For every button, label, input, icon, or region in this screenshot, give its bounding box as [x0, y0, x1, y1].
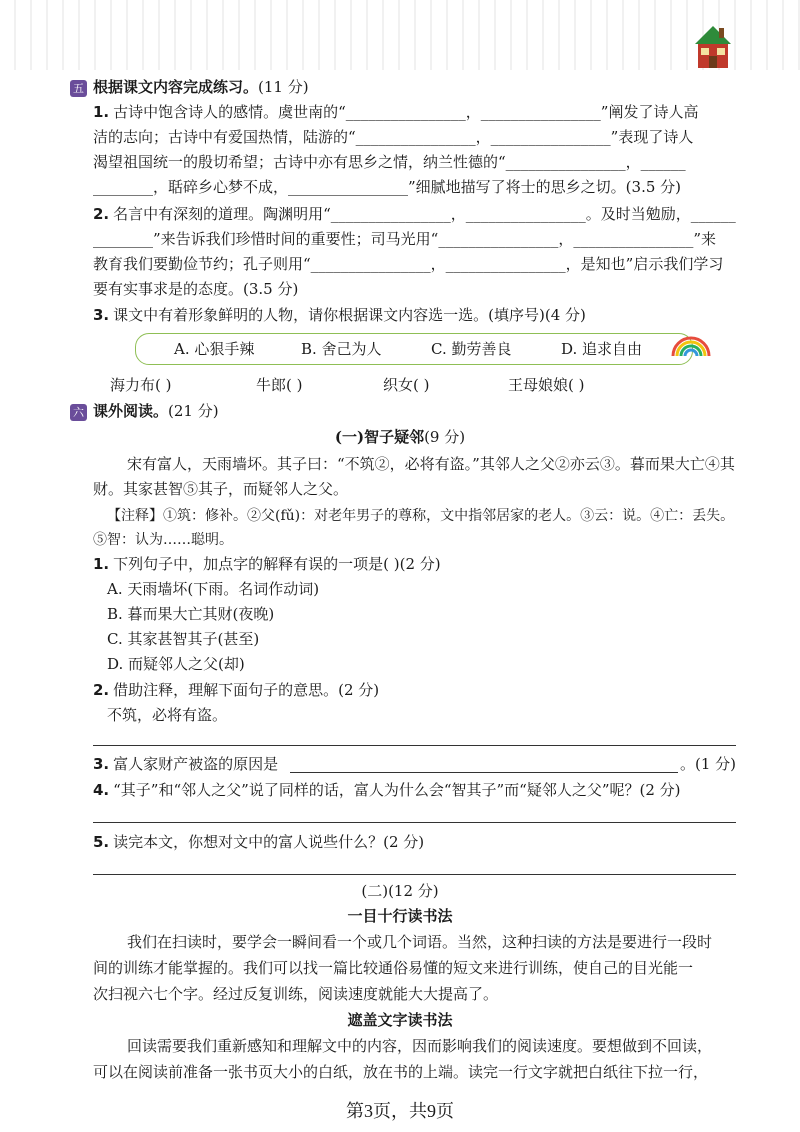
p1-q2-line [93, 679, 379, 701]
passage-2-subtitle-2: 遮盖文字读书法 [347, 1011, 453, 1029]
p1-q1-choice-c: C. 其家甚智其子(甚至) [107, 630, 260, 648]
s5-q2-line-4: 要有实事求是的态度。(3.5 分) [93, 280, 299, 298]
passage-2-heading: (二)(12 分) [361, 882, 439, 900]
p1-q3-text: 富人家财产被盗的原因是 [113, 755, 279, 773]
character-wangmu: 王母娘娘( ) [508, 376, 585, 394]
p1-q4-answer-line[interactable] [93, 822, 736, 823]
house-icon [693, 24, 733, 70]
character-haili: 海力布( ) [110, 376, 172, 394]
option-d: D. 追求自由 [561, 340, 643, 358]
passage-2-subtitle-1: 一目十行读书法 [347, 907, 453, 925]
p1-q3-line [93, 753, 278, 775]
section-5-score: (11 分) [258, 78, 309, 96]
p1-q1-text: 下列句子中，加点字的解释有误的一项是( )(2 分) [113, 555, 441, 573]
passage-2-body2-2: 可以在阅读前准备一张书页大小的白纸，放在书的上端。读完一行文字就把白纸往下拉一行， [93, 1063, 709, 1081]
p1-q1-choice-d: D. 而疑邻人之父(却) [107, 655, 245, 673]
p1-q5-answer-line[interactable] [93, 874, 736, 875]
p1-q1-number: 1. [93, 555, 110, 573]
s5-q2-line-2: ________”来告诉我们珍惜时间的重要性；司马光用“________________，________________”来 [93, 230, 717, 248]
p1-q2-number: 2. [93, 681, 110, 699]
passage-2-body2-1: 回读需要我们重新感知和理解文中的内容，因而影响我们的阅读速度。要想做到不回读， [127, 1037, 713, 1055]
s5-q2-number: 2. [93, 205, 110, 223]
p1-q1-line [93, 553, 441, 575]
section-5-title: 根据课文内容完成练习。 [93, 78, 259, 96]
section-6-title: 课外阅读。 [93, 402, 169, 420]
p1-q1-choice-b: B. 暮而果大亡其财(夜晚) [107, 605, 275, 623]
section-6-header [70, 400, 219, 422]
passage-1-note-2: ⑤智：认为……聪明。 [93, 532, 233, 548]
passage-1-body-2: 财。其家甚智⑤其子，而疑邻人之父。 [93, 480, 349, 498]
s5-q1-line-3: 渴望祖国统一的殷切希望；古诗中亦有思乡之情，纳兰性德的“________________，______ [93, 153, 686, 171]
top-decorative-band [0, 0, 800, 70]
p1-q2-answer-line[interactable] [93, 745, 736, 746]
p1-q5-line [93, 831, 424, 853]
p1-q5-text: 读完本文，你想对文中的富人说些什么？(2 分) [113, 833, 425, 851]
passage-2-body1-2: 间的训练才能掌握的。我们可以找一篇比较通俗易懂的短文来进行训练，使自己的目光能一 [93, 959, 694, 977]
p1-q4-number: 4. [93, 781, 110, 799]
passage-2-body1-1: 我们在扫读时，要学会一瞬间看一个或几个词语。当然，这种扫读的方法是要进行一段时 [127, 933, 713, 951]
section-5-badge: 五 [70, 80, 87, 97]
s5-q3-text: 课文中有着形象鲜明的人物，请你根据课文内容选一选。(填序号)(4 分) [113, 306, 586, 324]
s5-q1-line-4: ________，聒碎乡心梦不成，________________”细腻地描写了将士的思乡之切。(3.5 分) [93, 178, 681, 196]
p1-q1-choice-a: A. 天雨墙坏(下雨。名词作动词) [107, 580, 320, 598]
option-b: B. 舍己为人 [301, 340, 382, 358]
p1-q3-answer-line[interactable] [290, 772, 678, 773]
rainbow-icon [670, 332, 712, 358]
p1-q4-line [93, 779, 681, 801]
s5-q2-line-3: 教育我们要勤俭节约；孔子则用“________________，________________，是知也”启示我们学习 [93, 255, 724, 273]
s5-q1-line-2: 洁的志向；古诗中有爱国热情，陆游的“________________，________________”表现了诗人 [93, 128, 694, 146]
character-options-box [135, 333, 693, 365]
page-footer: 第3页，共9页 [346, 1101, 454, 1121]
s5-q2-line-1 [93, 203, 736, 225]
passage-2-body1-3: 次扫视六七个字。经过反复训练，阅读速度就能大大提高了。 [93, 985, 499, 1003]
passage-1-note-1: 【注释】①筑：修补。②父(fǔ)：对老年男子的尊称，文中指邻居家的老人。③云：说。④亡：丢失。 [107, 508, 735, 524]
p1-q4-text: “其子”和“邻人之父”说了同样的话，富人为什么会“智其子”而“疑邻人之父”呢？(2 分) [113, 781, 681, 799]
option-c: C. 勤劳善良 [431, 340, 512, 358]
option-a: A. 心狠手辣 [174, 340, 255, 358]
p1-q3-tail: 。(1 分) [680, 755, 737, 773]
section-6-badge: 六 [70, 404, 87, 421]
p1-q5-number: 5. [93, 833, 110, 851]
p1-q2-sentence: 不筑，必将有盗。 [107, 706, 228, 724]
s5-q3-line [93, 304, 586, 326]
section-5-header [70, 76, 309, 98]
character-niulang: 牛郎( ) [256, 376, 303, 394]
p1-q2-text: 借助注释，理解下面句子的意思。(2 分) [113, 681, 380, 699]
s5-q1-line-1 [93, 101, 698, 123]
s5-q3-number: 3. [93, 306, 110, 324]
character-zhinv: 织女( ) [383, 376, 430, 394]
passage-1-title: (一)智子疑邻 [334, 428, 425, 446]
p1-q3-number: 3. [93, 755, 110, 773]
section-6-score: (21 分) [168, 402, 219, 420]
s5-q2-text-1: 名言中有深刻的道理。陶渊明用“________________，________________。及时当勉励，______ [113, 205, 736, 223]
passage-1-heading [0, 426, 800, 448]
passage-1-score: (9 分) [424, 428, 466, 446]
s5-q1-text-1: 古诗中饱含诗人的感情。虞世南的“________________，________________”阐发了诗人高 [113, 103, 699, 121]
passage-1-body-1: 宋有富人，天雨墙坏。其子曰：“不筑②，必将有盗。”其邻人之父②亦云③。暮而果大亡④其 [127, 455, 735, 473]
s5-q1-number: 1. [93, 103, 110, 121]
